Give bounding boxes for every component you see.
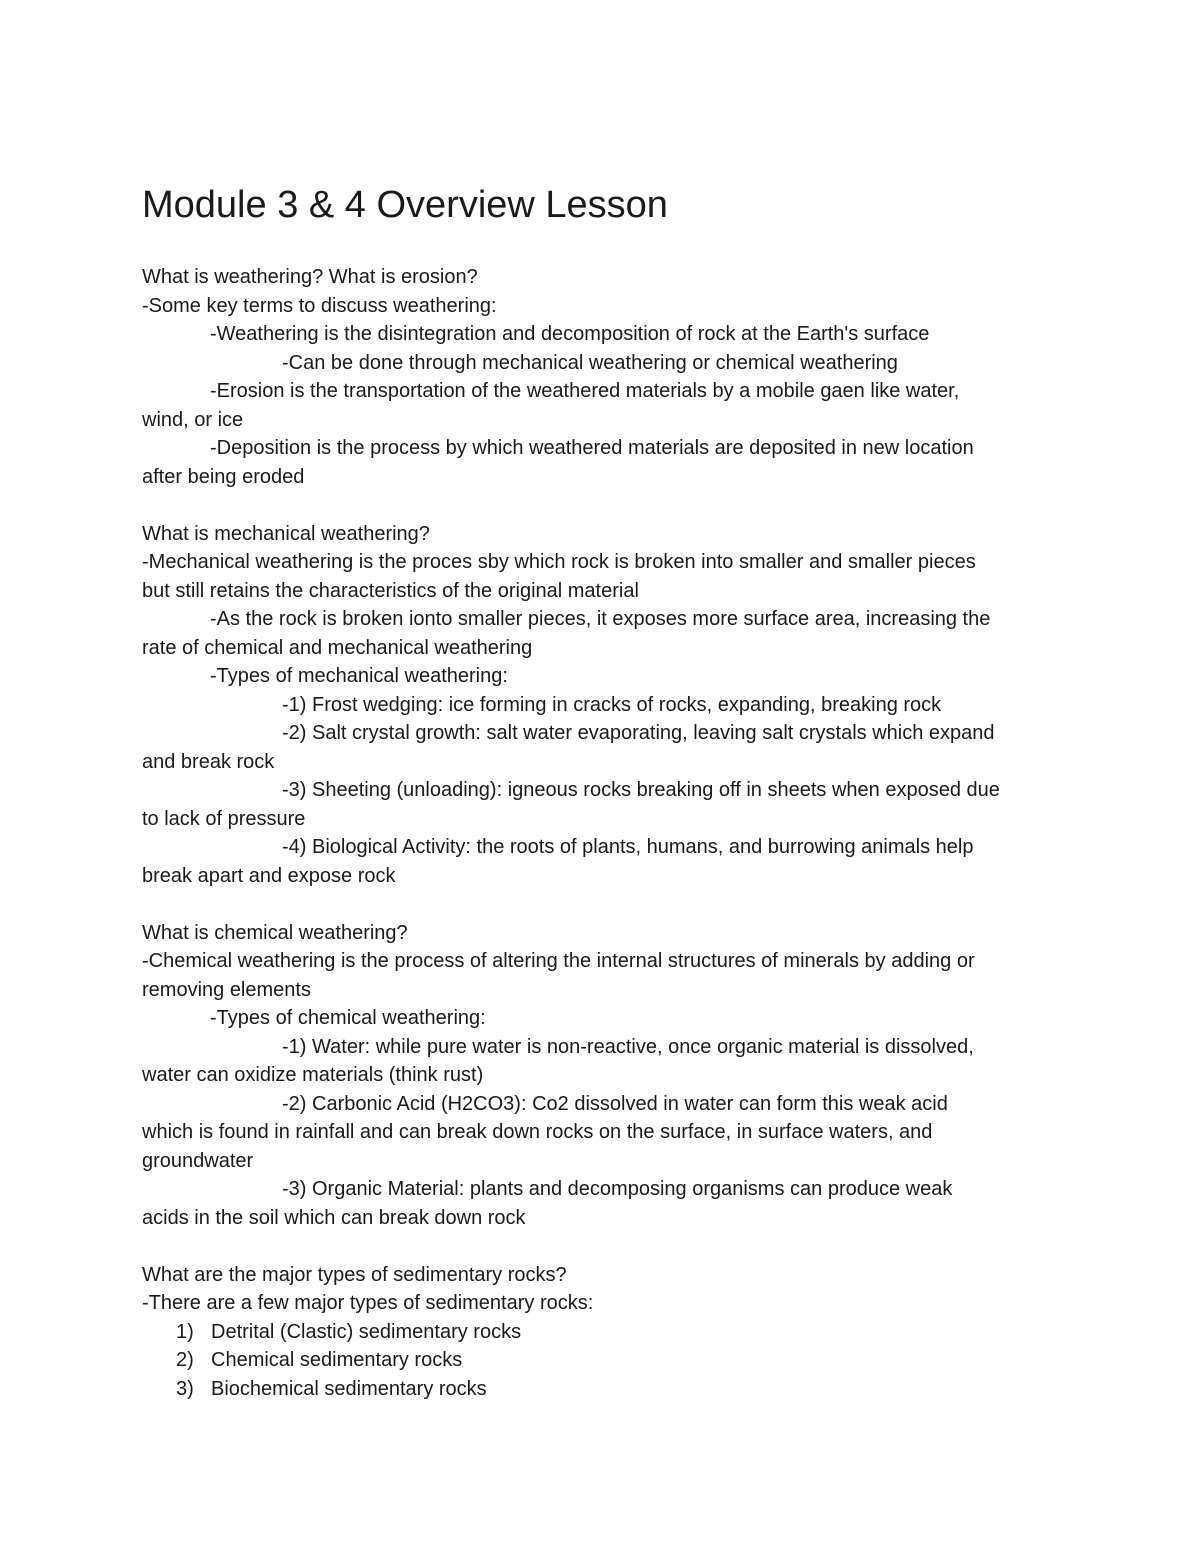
mechanical-type-4: -4) Biological Activity: the roots of plants, humans, and burrowing animals help <box>282 836 974 858</box>
mechanical-type-3-cont: to lack of pressure <box>142 807 306 830</box>
list-item-text: Chemical sedimentary rocks <box>211 1349 463 1371</box>
chemical-definition-cont: removing elements <box>142 978 311 1001</box>
section-gap <box>142 890 1062 919</box>
list-item <box>142 1318 1062 1347</box>
erosion-definition: -Erosion is the transportation of the weathered materials by a mobile gaen like water, <box>210 380 960 402</box>
deposition-definition: -Deposition is the process by which weathered materials are deposited in new location <box>210 437 974 459</box>
surface-area-point-cont: rate of chemical and mechanical weathering <box>142 636 533 659</box>
chemical-type-3: -3) Organic Material: plants and decomposing organisms can produce weak <box>282 1178 953 1200</box>
sedimentary-intro: -There are a few major types of sedimentary rocks: <box>142 1292 594 1314</box>
chemical-question: What is chemical weathering? <box>142 921 408 944</box>
list-item-number: 3) <box>176 1377 194 1400</box>
mechanical-question: What is mechanical weathering? <box>142 522 430 545</box>
weathering-definition: -Weathering is the disintegration and decomposition of rock at the Earth's surface <box>210 323 930 345</box>
chemical-definition: -Chemical weathering is the process of altering the internal structures of minerals by adding or <box>142 950 975 972</box>
weathering-subpoint: -Can be done through mechanical weathering or chemical weathering <box>282 351 898 374</box>
chemical-type-2-cont: which is found in rainfall and can break down rocks on the surface, in surface waters, and <box>142 1121 933 1143</box>
sedimentary-types-list <box>142 1318 1062 1404</box>
list-item-number: 2) <box>176 1349 194 1371</box>
mechanical-types-intro: -Types of mechanical weathering: <box>210 665 508 687</box>
weathering-question: What is weathering? What is erosion? <box>142 266 478 288</box>
erosion-definition-cont: wind, or ice <box>142 408 244 431</box>
mechanical-definition: -Mechanical weathering is the proces sby which rock is broken into smaller and smaller pieces <box>142 551 976 573</box>
mechanical-type-1: -1) Frost wedging: ice forming in cracks of rocks, expanding, breaking rock <box>282 693 942 716</box>
list-item-number: 1) <box>176 1320 194 1343</box>
chemical-types-intro: -Types of chemical weathering: <box>210 1007 486 1029</box>
chemical-type-2: -2) Carbonic Acid (H2CO3): Co2 dissolved in water can form this weak acid <box>282 1092 948 1115</box>
mechanical-type-4-cont: break apart and expose rock <box>142 864 396 887</box>
mechanical-type-2-cont: and break rock <box>142 750 275 773</box>
mechanical-definition-cont: but still retains the characteristics of the original material <box>142 579 639 602</box>
deposition-definition-cont: after being eroded <box>142 465 305 488</box>
chemical-type-2-cont2: groundwater <box>142 1149 254 1172</box>
list-item <box>142 1346 1062 1375</box>
weathering-intro: -Some key terms to discuss weathering: <box>142 294 497 317</box>
chemical-type-3-cont: acids in the soil which can break down rock <box>142 1206 526 1229</box>
mechanical-type-2: -2) Salt crystal growth: salt water evaporating, leaving salt crystals which expand <box>282 722 995 744</box>
section-gap <box>142 491 1062 520</box>
list-item-text: Detrital (Clastic) sedimentary rocks <box>211 1320 522 1343</box>
document-body <box>142 263 1062 1403</box>
section-gap <box>142 1232 1062 1261</box>
mechanical-type-3: -3) Sheeting (unloading): igneous rocks breaking off in sheets when exposed due <box>282 779 1000 801</box>
page-title: Module 3 & 4 Overview Lesson <box>142 184 668 226</box>
chemical-type-1-cont: water can oxidize materials (think rust) <box>142 1064 484 1086</box>
surface-area-point: -As the rock is broken ionto smaller pieces, it exposes more surface area, increasing the <box>210 608 991 630</box>
list-item-text: Biochemical sedimentary rocks <box>211 1377 487 1400</box>
list-item <box>142 1375 1062 1404</box>
chemical-type-1: -1) Water: while pure water is non-reactive, once organic material is dissolved, <box>282 1035 974 1058</box>
sedimentary-question: What are the major types of sedimentary rocks? <box>142 1263 567 1286</box>
